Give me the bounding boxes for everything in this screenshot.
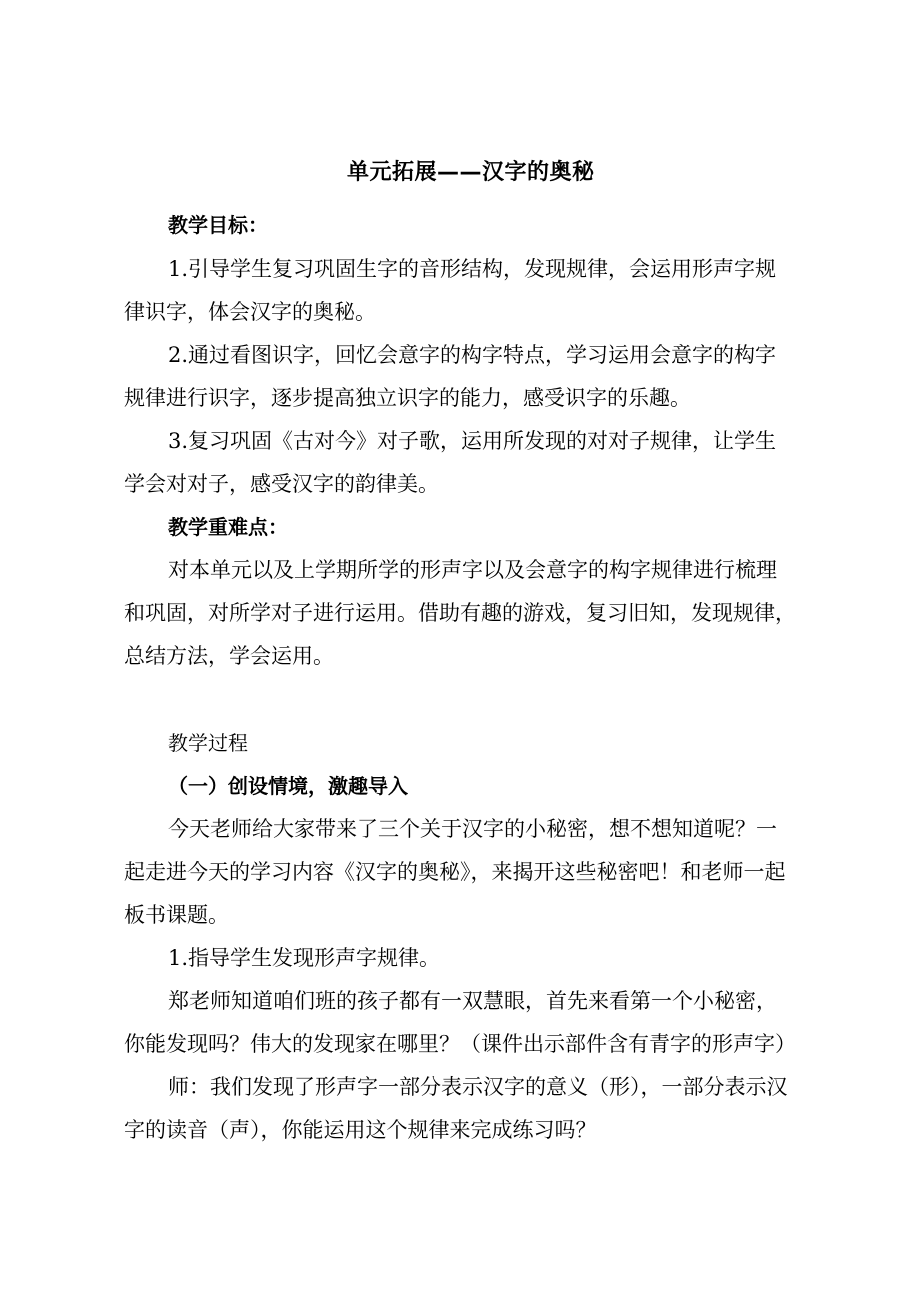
goal-1-line-2: 律识字，体会汉字的奥秘。 bbox=[124, 300, 376, 324]
document-title: 单元拓展——汉字的奥秘 bbox=[347, 160, 595, 185]
key-points-line-2: 和巩固，对所学对子进行运用。借助有趣的游戏，复习旧知，发现规律， bbox=[124, 601, 796, 625]
goal-2-line-1: 2.通过看图识字，回忆会意字的构字特点，学习运用会意字的构字 bbox=[168, 343, 777, 367]
step-1-heading: 1.指导学生发现形声字规律。 bbox=[168, 946, 441, 970]
step-1-line-2: 你能发现吗？伟大的发现家在哪里？（课件出示部件含有青字的形声字） bbox=[124, 1032, 796, 1056]
key-points-heading: 教学重难点： bbox=[168, 515, 288, 539]
intro-line-1: 今天老师给大家带来了三个关于汉字的小秘密，想不想知道呢？一 bbox=[168, 817, 777, 841]
goals-heading: 教学目标： bbox=[168, 213, 268, 237]
goal-2-line-2: 规律进行识字，逐步提高独立识字的能力，感受识字的乐趣。 bbox=[124, 386, 691, 410]
goal-1-line-1: 1.引导学生复习巩固生字的音形结构，发现规律，会运用形声字规 bbox=[168, 257, 777, 281]
process-heading: 教学过程 bbox=[168, 731, 248, 755]
key-points-line-3: 总结方法，学会运用。 bbox=[124, 644, 334, 668]
step-1-line-1: 郑老师知道咱们班的孩子都有一双慧眼，首先来看第一个小秘密， bbox=[168, 989, 777, 1013]
intro-line-3: 板书课题。 bbox=[124, 903, 229, 927]
intro-line-2: 起走进今天的学习内容《汉字的奥秘》，来揭开这些秘密吧！和老师一起 bbox=[124, 860, 786, 884]
teacher-line-2: 字的读音（声），你能运用这个规律来完成练习吗？ bbox=[124, 1118, 597, 1142]
key-points-line-1: 对本单元以及上学期所学的形声字以及会意字的构字规律进行梳理 bbox=[168, 558, 777, 582]
teacher-line-1: 师：我们发现了形声字一部分表示汉字的意义（形），一部分表示汉 bbox=[168, 1075, 788, 1099]
section-1-heading: （一）创设情境，激趣导入 bbox=[168, 774, 408, 798]
goal-3-line-2: 学会对对子，感受汉字的韵律美。 bbox=[124, 472, 439, 496]
goal-3-line-1: 3.复习巩固《古对今》对子歌，运用所发现的对对子规律，让学生 bbox=[168, 429, 777, 453]
